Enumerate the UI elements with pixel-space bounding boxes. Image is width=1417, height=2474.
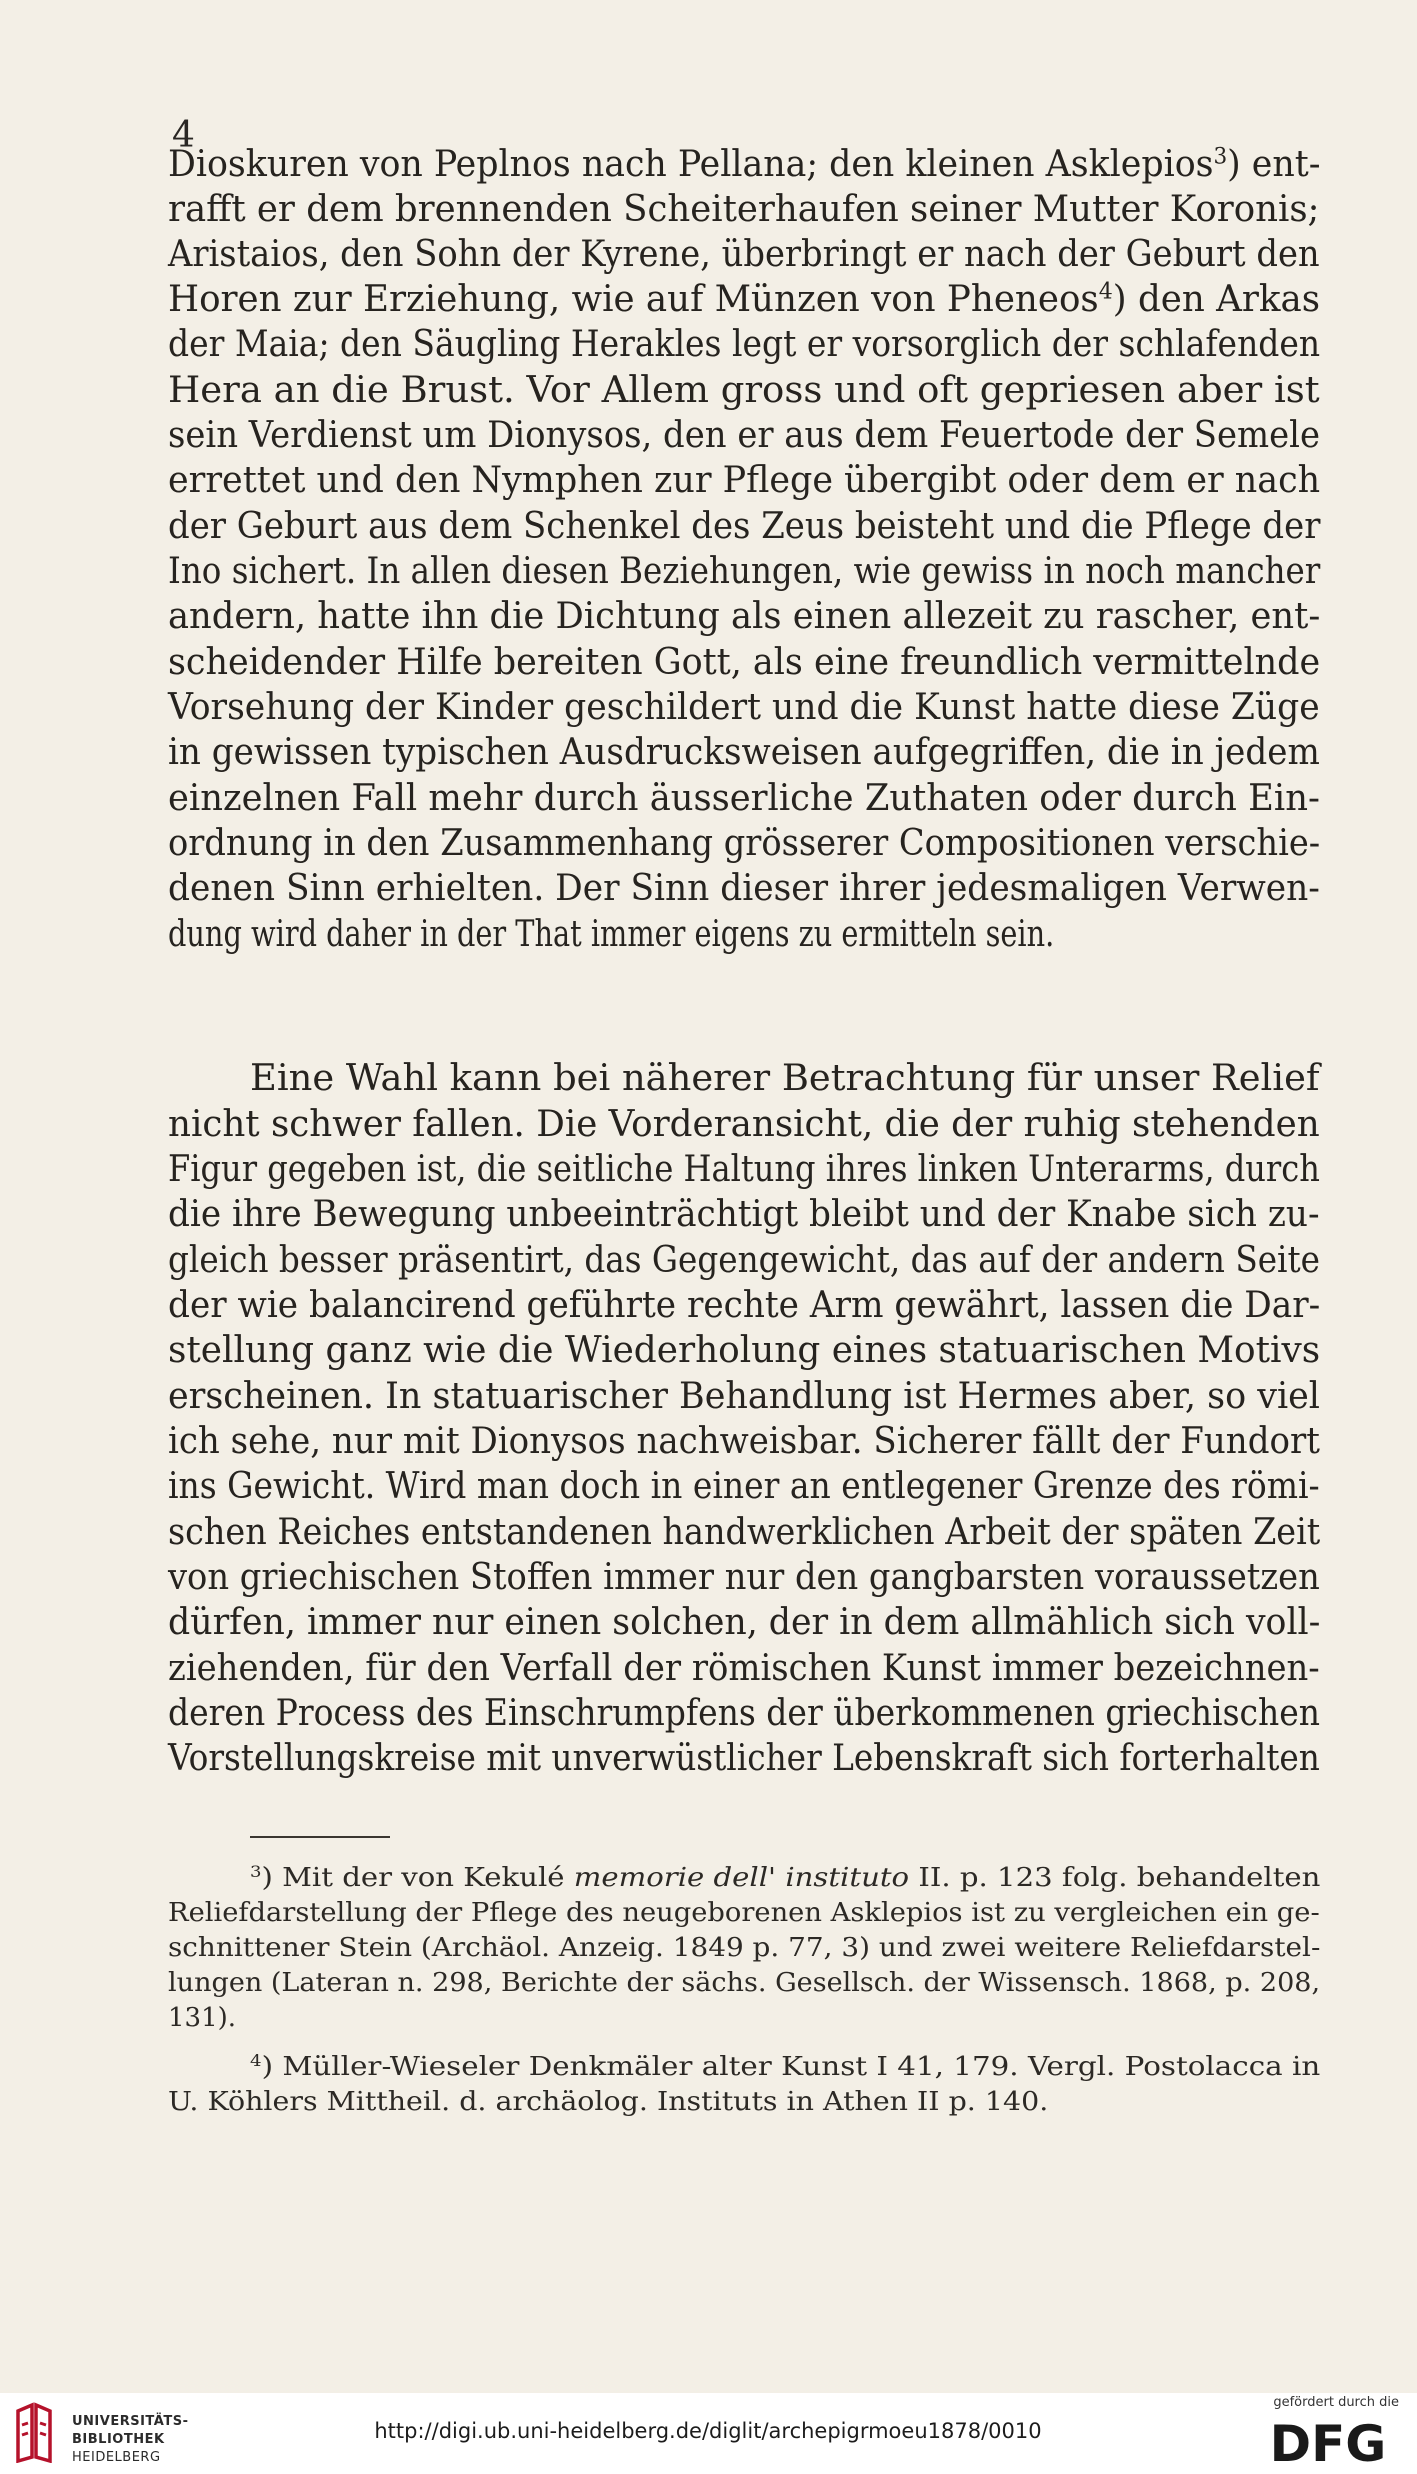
source-url-link[interactable]: http://digi.ub.uni-heidelberg.de/diglit/archepigrmoeu1878/0010	[374, 2419, 1042, 2443]
footnote-3-line: Reliefdarstellung der Pflege des neugeborenen Asklepios ist zu vergleichen ein ge-	[168, 1898, 1320, 1928]
body-line: stellung ganz wie die Wiederholung eines statuarischen Motivs	[168, 1330, 1321, 1371]
body-line: ordnung in den Zusammenhang grösserer Compositionen verschie-	[168, 823, 1321, 864]
library-name-line: BIBLIOTHEK	[72, 2432, 165, 2447]
body-line: von griechischen Stoffen immer nur den gangbarsten voraussetzen	[168, 1557, 1320, 1598]
body-line: dürfen, immer nur einen solchen, der in dem allmählich sich voll-	[168, 1602, 1321, 1643]
body-line: Vorstellungskreise mit unverwüstlicher Lebenskraft sich forterhalten	[168, 1738, 1320, 1779]
body-line: sein Verdienst um Dionysos, den er aus dem Feuertode der Semele	[168, 415, 1321, 456]
body-line: Hera an die Brust. Vor Allem gross und oft gepriesen aber ist	[168, 370, 1320, 411]
body-line: Vorsehung der Kinder geschildert und die Kunst hatte diese Züge	[168, 687, 1320, 728]
footnote-separator	[250, 1836, 390, 1838]
library-name-line: HEIDELBERG	[72, 2450, 161, 2465]
body-line: deren Process des Einschrumpfens der überkommenen griechischen	[168, 1693, 1321, 1734]
body-line: die ihre Bewegung unbeeinträchtigt bleibt und der Knabe sich zu-	[168, 1194, 1320, 1235]
page-number: 4	[172, 115, 195, 156]
library-emblem-icon	[12, 2401, 64, 2463]
viewer-footer	[0, 2393, 1417, 2474]
body-line: schen Reiches entstandenen handwerklichen Arbeit der späten Zeit	[168, 1512, 1321, 1553]
body-line: in gewissen typischen Ausdrucksweisen aufgegriffen, die in jedem	[168, 732, 1320, 773]
body-line: errettet und den Nymphen zur Pflege übergibt oder dem er nach	[168, 460, 1321, 501]
body-line: Eine Wahl kann bei näherer Betrachtung für unser Relief	[250, 1058, 1320, 1099]
body-line: denen Sinn erhielten. Der Sinn dieser ihrer jedesmaligen Verwen-	[168, 868, 1320, 909]
body-line: dung wird daher in der That immer eigens zu ermitteln sein.	[168, 914, 1055, 955]
footnote-3-line: lungen (Lateran n. 298, Berichte der sächs. Gesellsch. der Wissensch. 1868, p. 208,	[168, 1968, 1321, 1998]
footnote-4-line: $^4$) Müller-Wieseler Denkmäler alter Kunst I 41, 179. Vergl. Postolacca in	[250, 2051, 1321, 2082]
body-line: der wie balancirend geführte rechte Arm gewährt, lassen die Dar-	[168, 1285, 1321, 1326]
footnote-3-line: schnittener Stein (Archäol. Anzeig. 1849 p. 77, 3) und zwei weitere Reliefdarstel-	[168, 1933, 1321, 1963]
body-line: ziehenden, für den Verfall der römischen Kunst immer bezeichnen-	[168, 1648, 1320, 1689]
body-line: Figur gegeben ist, die seitliche Haltung ihres linken Unterarms, durch	[168, 1149, 1320, 1190]
body-line: Horen zur Erziehung, wie auf Münzen von Pheneos$^4$) den Arkas	[168, 278, 1321, 320]
footnote-3-line: $^3$) Mit der von Kekulé memorie dell' instituto II. p. 123 folg. behandelten	[250, 1862, 1321, 1893]
university-library-logo[interactable]	[12, 2401, 212, 2465]
body-line: ich sehe, nur mit Dionysos nachweisbar. Sicherer fällt der Fundort	[168, 1421, 1320, 1462]
footnote-ref-3: 3	[1213, 143, 1228, 170]
body-line: einzelnen Fall mehr durch äusserliche Zuthaten oder durch Ein-	[168, 778, 1320, 819]
body-line: ins Gewicht. Wird man doch in einer an entlegener Grenze des römi-	[168, 1466, 1320, 1507]
body-line: nicht schwer fallen. Die Vorderansicht, die der ruhig stehenden	[168, 1104, 1320, 1145]
body-line: rafft er dem brennenden Scheiterhaufen seiner Mutter Koronis;	[168, 189, 1320, 230]
body-line: der Geburt aus dem Schenkel des Zeus beisteht und die Pflege der	[168, 506, 1321, 547]
body-line: gleich besser präsentirt, das Gegengewicht, das auf der andern Seite	[168, 1240, 1320, 1281]
footnote-ref-4: 4	[1098, 278, 1113, 305]
body-line: scheidender Hilfe bereiten Gott, als eine freundlich vermittelnde	[168, 642, 1321, 683]
footnote-4-line: U. Köhlers Mittheil. d. archäolog. Instituts in Athen II p. 140.	[168, 2087, 1049, 2117]
body-line: erscheinen. In statuarischer Behandlung ist Hermes aber, so viel	[168, 1376, 1320, 1417]
body-line: der Maia; den Säugling Herakles legt er vorsorglich der schlafenden	[168, 324, 1321, 365]
funding-note: gefördert durch die	[1273, 2395, 1399, 2410]
body-line: andern, hatte ihn die Dichtung als einen allezeit zu rascher, ent-	[168, 596, 1321, 637]
body-line: Aristaios, den Sohn der Kyrene, überbringt er nach der Geburt den	[168, 234, 1320, 275]
footnote-3-line: 131).	[168, 2003, 237, 2033]
dfg-logo[interactable]	[1253, 2413, 1403, 2468]
dfg-logo-text: DFG	[1269, 2415, 1387, 2468]
body-line: Ino sichert. In allen diesen Beziehungen, wie gewiss in noch mancher	[168, 551, 1321, 592]
library-name-line: UNIVERSITÄTS-	[72, 2414, 189, 2429]
body-line: Dioskuren von Peplnos nach Pellana; den kleinen Asklepios$^3$) ent-	[168, 143, 1321, 185]
